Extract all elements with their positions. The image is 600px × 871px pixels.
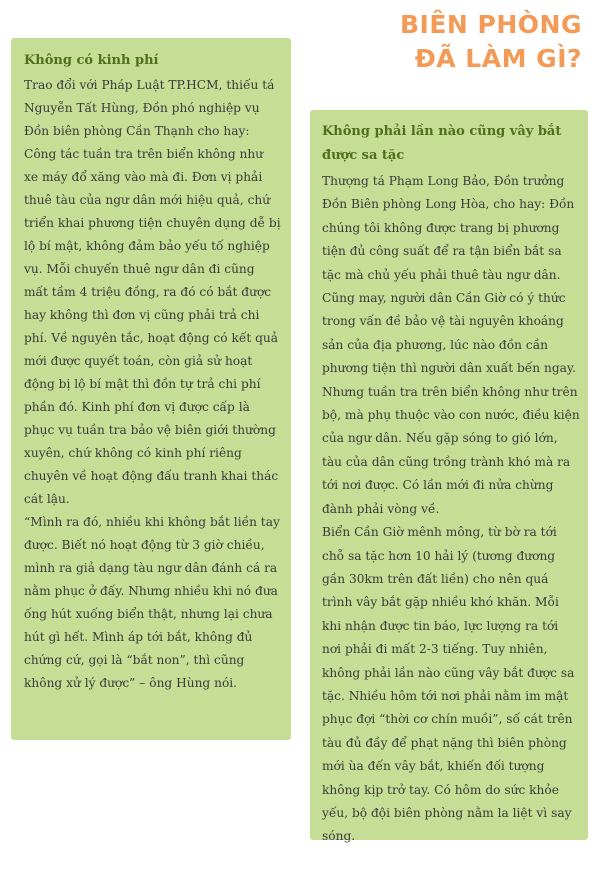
box-title-patrol: Không phải lần nào cũng vây bắt được sa tặc <box>322 124 562 163</box>
box-paragraph: Biển Cần Giờ mênh mông, từ bờ ra tới chỗ sa tặc hơn 10 hải lý (tương đương gần 30km trên đất liền) cho nên quá trình vây bắt gặp nhiều khó khăn. Mỗi khi nhận được tin báo, lực lượng ra tới nơi phải đi mất 2-3 tiếng. Tuy nhiên, không phải lần nào cũng vây bắt được sa tặc. Nhiều hôm tới nơi phải nằm im mật phục đợi “thời cơ chín muồi”, số cát trên tàu đủ đầy để phạt nặng thì biên phòng mới ùa đến vây bắt, khiến đối tượng không kịp trở tay. Có hôm do sức khỏe yếu, bộ đội biên phòng nằm la liệt vì say sóng. <box>322 525 575 844</box>
headline-line-2: ĐÃ LÀM GÌ? <box>414 44 582 73</box>
box-title-funding: Không có kinh phí <box>24 53 159 68</box>
headline <box>322 8 582 76</box>
box-paragraph: “Mình ra đó, nhiều khi không bắt liền tay được. Biết nó hoạt động từ 3 giờ chiều, mình ra giả dạng tàu ngư dân đánh cá ra nằm phục ở đấy. Nhưng nhiều khi nó đưa ống hút xuống biển thật, nhưng lại chưa hút gì hết. Mình áp tới bắt, không đủ chứng cứ, gọi là “bắt non”, thì cũng không xử lý được” – ông Hùng nói. <box>24 515 280 690</box>
sidebar-box-patrol <box>310 110 588 844</box>
headline-line-1: BIÊN PHÒNG <box>399 10 582 39</box>
box-paragraph: Thượng tá Phạm Long Bảo, Đồn trưởng Đồn Biên phòng Long Hòa, cho hay: Đồn chúng tôi không được trang bị phương tiện đủ công suất để ra tận biển bắt sa tặc mà chủ yếu phải thuê tàu ngư dân. Cũng may, người dân Cần Giờ có ý thức trong vấn đề bảo vệ tài nguyên khoáng sản của địa phương, lúc nào đồn cần phương tiện thì người dân xuất bến ngay. Nhưng tuần tra trên biển không như trên bộ, mà phụ thuộc vào con nước, điều kiện của ngư dân. Nếu gặp sóng to gió lớn, tàu của dân cũng trồng trành khó mà ra tới nơi được. Có lần mới đi nửa chừng đành phải vòng về. <box>322 174 580 516</box>
sidebar-box-funding <box>11 38 291 740</box>
box-paragraph: Trao đổi với Pháp Luật TP.HCM, thiếu tá Nguyễn Tất Hùng, Đồn phó nghiệp vụ Đồn biên phòng Cần Thạnh cho hay: Công tác tuần tra trên biển không như xe máy đổ xăng vào mà đi. Đơn vị phải thuê tàu của ngư dân mới hiệu quả, chứ triển khai phương tiện chuyên dụng dễ bị lộ bí mật, không đảm bảo yếu tố nghiệp vụ. Mỗi chuyến thuê ngư dân đi cũng mất tầm 4 triệu đồng, ra đó có bắt được hay không thì đơn vị cũng phải trả chi phí. Về nguyên tắc, hoạt động có kết quả mới được quyết toán, còn giả sử hoạt động bị lộ bí mật thì đồn tự trả chi phí phần đó. Kinh phí đơn vị được cấp là phục vụ tuần tra bảo vệ biên giới thường xuyên, chứ không có kinh phí riêng chuyên về hoạt động đấu tranh khai thác cát lậu. <box>24 78 281 506</box>
